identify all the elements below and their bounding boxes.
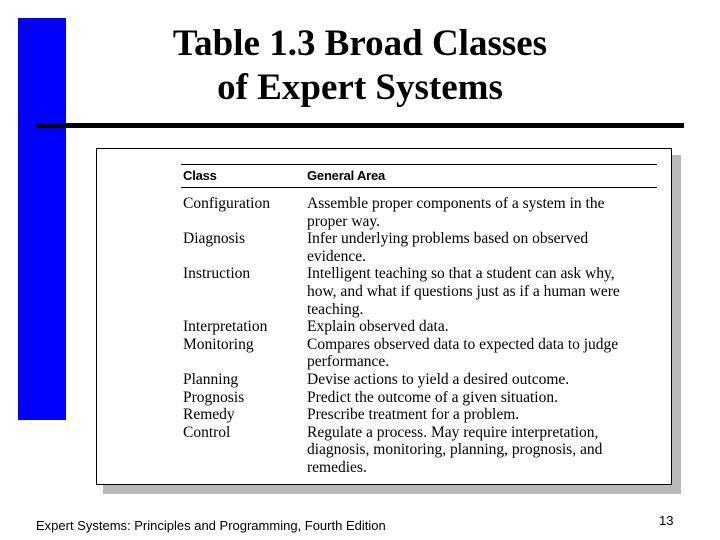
class-cell: Planning	[183, 370, 239, 388]
class-cell: Monitoring	[183, 335, 254, 353]
general-area-cell	[307, 195, 653, 230]
general-area-cell	[307, 265, 653, 318]
column-header-general-area: General Area	[307, 168, 386, 183]
general-area-line: teaching.	[307, 300, 364, 318]
general-area-line: Infer underlying problems based on observed	[307, 230, 589, 248]
general-area-cell	[307, 318, 653, 336]
blue-accent-bar	[18, 18, 66, 420]
page-number: 13	[659, 513, 674, 528]
general-area-line: diagnosis, monitoring, planning, prognosis, and	[307, 441, 603, 459]
general-area-line: proper way.	[307, 212, 381, 230]
title-line-1: Table 1.3 Broad Classes	[172, 23, 548, 64]
footer-text: Expert Systems: Principles and Programming, Fourth Edition	[36, 518, 386, 533]
general-area-line: Explain observed data.	[307, 318, 449, 336]
table-row	[183, 371, 663, 389]
general-area-line: evidence.	[307, 247, 366, 265]
title-line-2: of Expert Systems	[217, 67, 503, 108]
expert-systems-table	[96, 148, 672, 485]
table-row	[183, 318, 663, 336]
slide-title	[90, 22, 630, 110]
general-area-line: how, and what if questions just as if a human were	[307, 282, 620, 300]
general-area-line: Intelligent teaching so that a student can ask why,	[307, 265, 615, 283]
class-cell: Control	[183, 423, 231, 441]
general-area-line: Assemble proper components of a system in the	[307, 195, 605, 212]
general-area-cell	[307, 230, 653, 265]
general-area-cell	[307, 406, 653, 424]
general-area-cell	[307, 424, 653, 477]
table-row	[183, 195, 663, 230]
general-area-cell	[307, 371, 653, 389]
general-area-line: performance.	[307, 353, 390, 371]
general-area-line: Prescribe treatment for a problem.	[307, 406, 520, 424]
column-header-class: Class	[183, 168, 217, 183]
class-cell: Prognosis	[183, 388, 245, 406]
general-area-cell	[307, 336, 653, 371]
general-area-line: Predict the outcome of a given situation.	[307, 388, 558, 406]
table-row	[183, 406, 663, 424]
general-area-line: remedies.	[307, 458, 367, 476]
class-cell: Instruction	[183, 265, 251, 283]
class-cell: Diagnosis	[183, 230, 245, 248]
table-row	[183, 230, 663, 265]
table-row	[183, 389, 663, 407]
table-body	[183, 195, 663, 477]
general-area-cell	[307, 389, 653, 407]
general-area-line: Regulate a process. May require interpretation,	[307, 423, 599, 441]
class-cell: Interpretation	[183, 318, 268, 336]
table-top-rule	[181, 164, 657, 165]
table-row	[183, 424, 663, 477]
title-divider	[36, 123, 684, 128]
general-area-line: Devise actions to yield a desired outcome.	[307, 370, 570, 388]
class-cell: Configuration	[183, 195, 270, 212]
table-row	[183, 336, 663, 371]
general-area-line: Compares observed data to expected data to judge	[307, 335, 619, 353]
table-header-rule	[181, 187, 657, 188]
table-row	[183, 265, 663, 318]
class-cell: Remedy	[183, 406, 235, 424]
